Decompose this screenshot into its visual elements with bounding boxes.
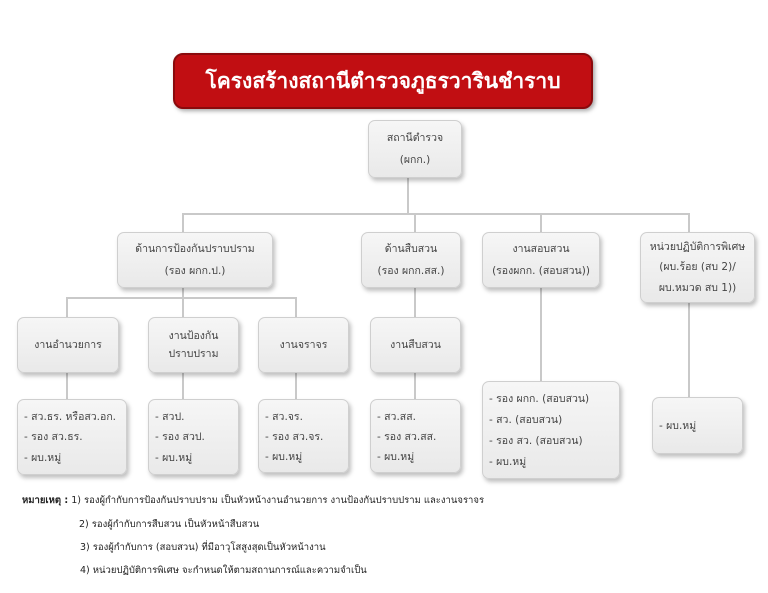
unit-line1: งานป้องกัน (168, 329, 219, 342)
list-item: - รอง สวป. (155, 428, 232, 445)
branch-line1: หน่วยปฏิบัติการพิเศษ (649, 241, 746, 254)
connector-branch-4 (688, 213, 690, 232)
unit-prevention-suppression (148, 317, 239, 373)
branch-prevention-suppression (117, 232, 273, 288)
root-node-line1: สถานีตำรวจ (386, 131, 444, 144)
branch-line2: (ผบ.ร้อย (สบ 2)/ (659, 261, 736, 274)
note-line-2: 2) รองผู้กำกับการสืบสวน เป็นหัวหน้าสืบสวน (79, 519, 260, 530)
list-item: - รอง สว.สส. (377, 428, 454, 445)
list-item: - ผบ.หมู่ (659, 417, 736, 434)
connector-unit-2 (182, 297, 184, 317)
root-node-police-station (368, 120, 462, 178)
note-line-3: 3) รองผู้กำกับการ (สอบสวน) ที่มีอาวุโสสูงสุดเป็นหัวหน้างาน (80, 542, 326, 553)
branch-line1: ด้านการป้องกันปราบปราม (135, 242, 255, 255)
note-text: 1) รองผู้กำกับการป้องกันปราบปราม เป็นหัวหน้างานอำนวยการ งานป้องกันปราบปราม และงานจราจร (71, 495, 485, 506)
branch-line3: ผบ.หมวด สบ 1)) (658, 281, 737, 294)
connector-branch-3 (540, 213, 542, 232)
chart-title: โครงสร้างสถานีตำรวจภูธรวารินชำราบ (173, 53, 593, 109)
list-item: - สวป. (155, 408, 232, 425)
list-item: - ผบ.หมู่ (489, 453, 613, 470)
unit-label: งานจราจร (279, 338, 328, 351)
branch-inquiry (482, 232, 600, 288)
branch-line1: งานสอบสวน (512, 242, 570, 255)
unit-investigation (370, 317, 461, 373)
connector-list-2 (182, 373, 184, 399)
list-item: - รอง ผกก. (สอบสวน) (489, 390, 613, 407)
list-item: - ผบ.หมู่ (155, 449, 232, 466)
unit-administration (17, 317, 119, 373)
connector-investigation-down (414, 288, 416, 317)
unit-label: งานสืบสวน (390, 338, 441, 351)
connector-unit-1 (66, 297, 68, 317)
root-node-line2: (ผกก.) (399, 154, 431, 166)
connector-list-6 (688, 303, 690, 397)
list-traffic (258, 399, 349, 473)
note-line-1 (22, 493, 484, 508)
connector-unit-3 (295, 297, 297, 317)
list-item: - ผบ.หมู่ (377, 448, 454, 465)
connector-list-3 (295, 373, 297, 399)
connector-list-1 (66, 373, 68, 399)
branch-investigation (361, 232, 461, 288)
connector-list-5 (540, 288, 542, 381)
list-item: - สว.จร. (265, 408, 342, 425)
branch-line2: (รอง ผกก.สส.) (377, 265, 445, 277)
list-item: - ผบ.หมู่ (265, 448, 342, 465)
connector-list-4 (414, 373, 416, 399)
connector-branch-2 (414, 213, 416, 232)
branch-line2: (รองผกก. (สอบสวน)) (492, 265, 590, 277)
note-line-4: 4) หน่วยปฏิบัติการพิเศษ จะกำหนดให้ตามสถานการณ์และความจำเป็น (80, 565, 367, 576)
list-investigation (370, 399, 461, 473)
unit-line2: ปราบปราม (168, 348, 219, 360)
connector-branch-1 (182, 213, 184, 232)
branch-special-operations (640, 232, 755, 303)
list-item: - รอง สว. (สอบสวน) (489, 432, 613, 449)
list-item: - สว. (สอบสวน) (489, 411, 613, 428)
notes-heading: หมายเหตุ : (22, 495, 69, 506)
connector-prevention-horizontal (66, 297, 296, 299)
connector-root-down (407, 178, 409, 214)
list-item: - รอง สว.จร. (265, 428, 342, 445)
connector-top-horizontal (182, 213, 688, 215)
list-inquiry (482, 381, 620, 479)
branch-line1: ด้านสืบสวน (384, 242, 438, 255)
list-item: - ผบ.หมู่ (24, 449, 120, 466)
branch-line2: (รอง ผกก.ป.) (164, 265, 226, 277)
list-item: - รอง สว.ธร. (24, 428, 120, 445)
list-prevention-suppression (148, 399, 239, 475)
list-item: - สว.ธร. หรือสว.อก. (24, 408, 120, 425)
unit-label: งานอำนวยการ (34, 338, 102, 351)
unit-traffic (258, 317, 349, 373)
list-item: - สว.สส. (377, 408, 454, 425)
list-special-operations (652, 397, 743, 454)
list-administration (17, 399, 127, 475)
